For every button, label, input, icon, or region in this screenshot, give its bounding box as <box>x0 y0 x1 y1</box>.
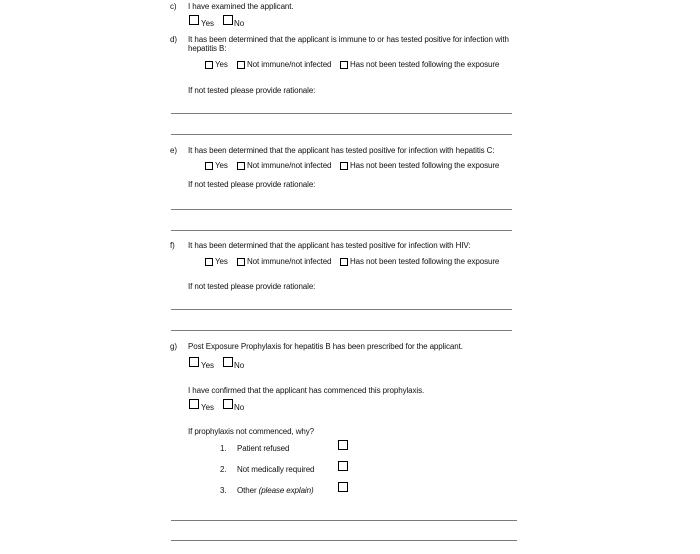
e-rationale-line-2[interactable] <box>171 230 512 231</box>
reason-3-row <box>237 486 314 496</box>
d-yes-checkbox[interactable] <box>205 61 213 69</box>
c-yes-checkbox[interactable] <box>189 15 199 25</box>
g-confirm-question: I have confirmed that the applicant has commenced this prophylaxis. <box>188 386 425 395</box>
d-not-tested-checkbox[interactable] <box>340 61 348 69</box>
section-g-question: Post Exposure Prophylaxis for hepatitis B has been prescribed for the applicant. <box>188 342 463 351</box>
section-c-letter: c) <box>170 2 177 11</box>
reason-1-label: Patient refused <box>237 444 290 453</box>
section-e-question: It has been determined that the applicant has tested positive for infection with hepatitis C: <box>188 146 495 155</box>
g-confirm-yes-label: Yes <box>201 403 215 412</box>
f-rationale-line-1[interactable] <box>171 309 512 310</box>
section-g-letter: g) <box>170 342 177 351</box>
e-rationale-line-1[interactable] <box>171 209 512 210</box>
g-confirm-no-label: No <box>234 403 245 412</box>
f-not-tested-label: Has not been tested following the exposure <box>350 257 500 266</box>
reason-3-checkbox[interactable] <box>338 482 348 492</box>
g-explain-line-1[interactable] <box>171 520 517 521</box>
f-rationale-label: If not tested please provide rationale: <box>188 282 316 291</box>
c-no-checkbox[interactable] <box>223 15 233 25</box>
d-rationale-line-2[interactable] <box>171 134 512 135</box>
g-no-label: No <box>234 361 245 370</box>
section-e-letter: e) <box>170 146 177 155</box>
section-f-question: It has been determined that the applicant has tested positive for infection with HIV: <box>188 241 471 250</box>
f-not-immune-checkbox[interactable] <box>237 258 245 266</box>
d-not-tested-label: Has not been tested following the exposure <box>350 60 500 69</box>
f-rationale-line-2[interactable] <box>171 330 512 331</box>
g-yes-checkbox[interactable] <box>189 357 199 367</box>
g-confirm-yes-checkbox[interactable] <box>189 399 199 409</box>
c-yes-label: Yes <box>201 19 215 28</box>
g-confirm-no-checkbox[interactable] <box>223 399 233 409</box>
e-rationale-label: If not tested please provide rationale: <box>188 180 316 189</box>
reason-2-label: Not medically required <box>237 465 315 474</box>
g-yes-label: Yes <box>201 361 215 370</box>
section-d-question-line1: It has been determined that the applicant is immune to or has tested positive for infection with <box>188 35 509 44</box>
e-yes-checkbox[interactable] <box>205 162 213 170</box>
g-why-question: If prophylaxis not commenced, why? <box>188 427 314 436</box>
f-not-immune-label: Not immune/not infected <box>247 257 332 266</box>
d-rationale-label: If not tested please provide rationale: <box>188 86 316 95</box>
section-c-question: I have examined the applicant. <box>188 2 294 11</box>
e-not-tested-label: Has not been tested following the exposure <box>350 161 500 170</box>
e-not-immune-label: Not immune/not infected <box>247 161 332 170</box>
section-d-question-line2: hepatitis B: <box>188 44 227 53</box>
section-d-letter: d) <box>170 35 177 44</box>
d-yes-label: Yes <box>215 60 228 69</box>
reason-1-checkbox[interactable] <box>338 440 348 450</box>
g-no-checkbox[interactable] <box>223 357 233 367</box>
reason-2-number: 2. <box>220 465 227 474</box>
e-yes-label: Yes <box>215 161 228 170</box>
reason-3-number: 3. <box>220 486 227 495</box>
d-not-immune-label: Not immune/not infected <box>247 60 332 69</box>
f-yes-checkbox[interactable] <box>205 258 213 266</box>
d-rationale-line-1[interactable] <box>171 113 512 114</box>
c-no-label: No <box>234 19 245 28</box>
reason-3-note: (please explain) <box>258 486 314 495</box>
e-not-immune-checkbox[interactable] <box>237 162 245 170</box>
reason-3-label: Other <box>237 486 257 495</box>
e-not-tested-checkbox[interactable] <box>340 162 348 170</box>
d-not-immune-checkbox[interactable] <box>237 61 245 69</box>
section-f-letter: f) <box>170 241 175 250</box>
g-explain-line-2[interactable] <box>171 540 517 541</box>
f-yes-label: Yes <box>215 257 228 266</box>
reason-1-number: 1. <box>220 444 227 453</box>
f-not-tested-checkbox[interactable] <box>340 258 348 266</box>
reason-2-checkbox[interactable] <box>338 461 348 471</box>
